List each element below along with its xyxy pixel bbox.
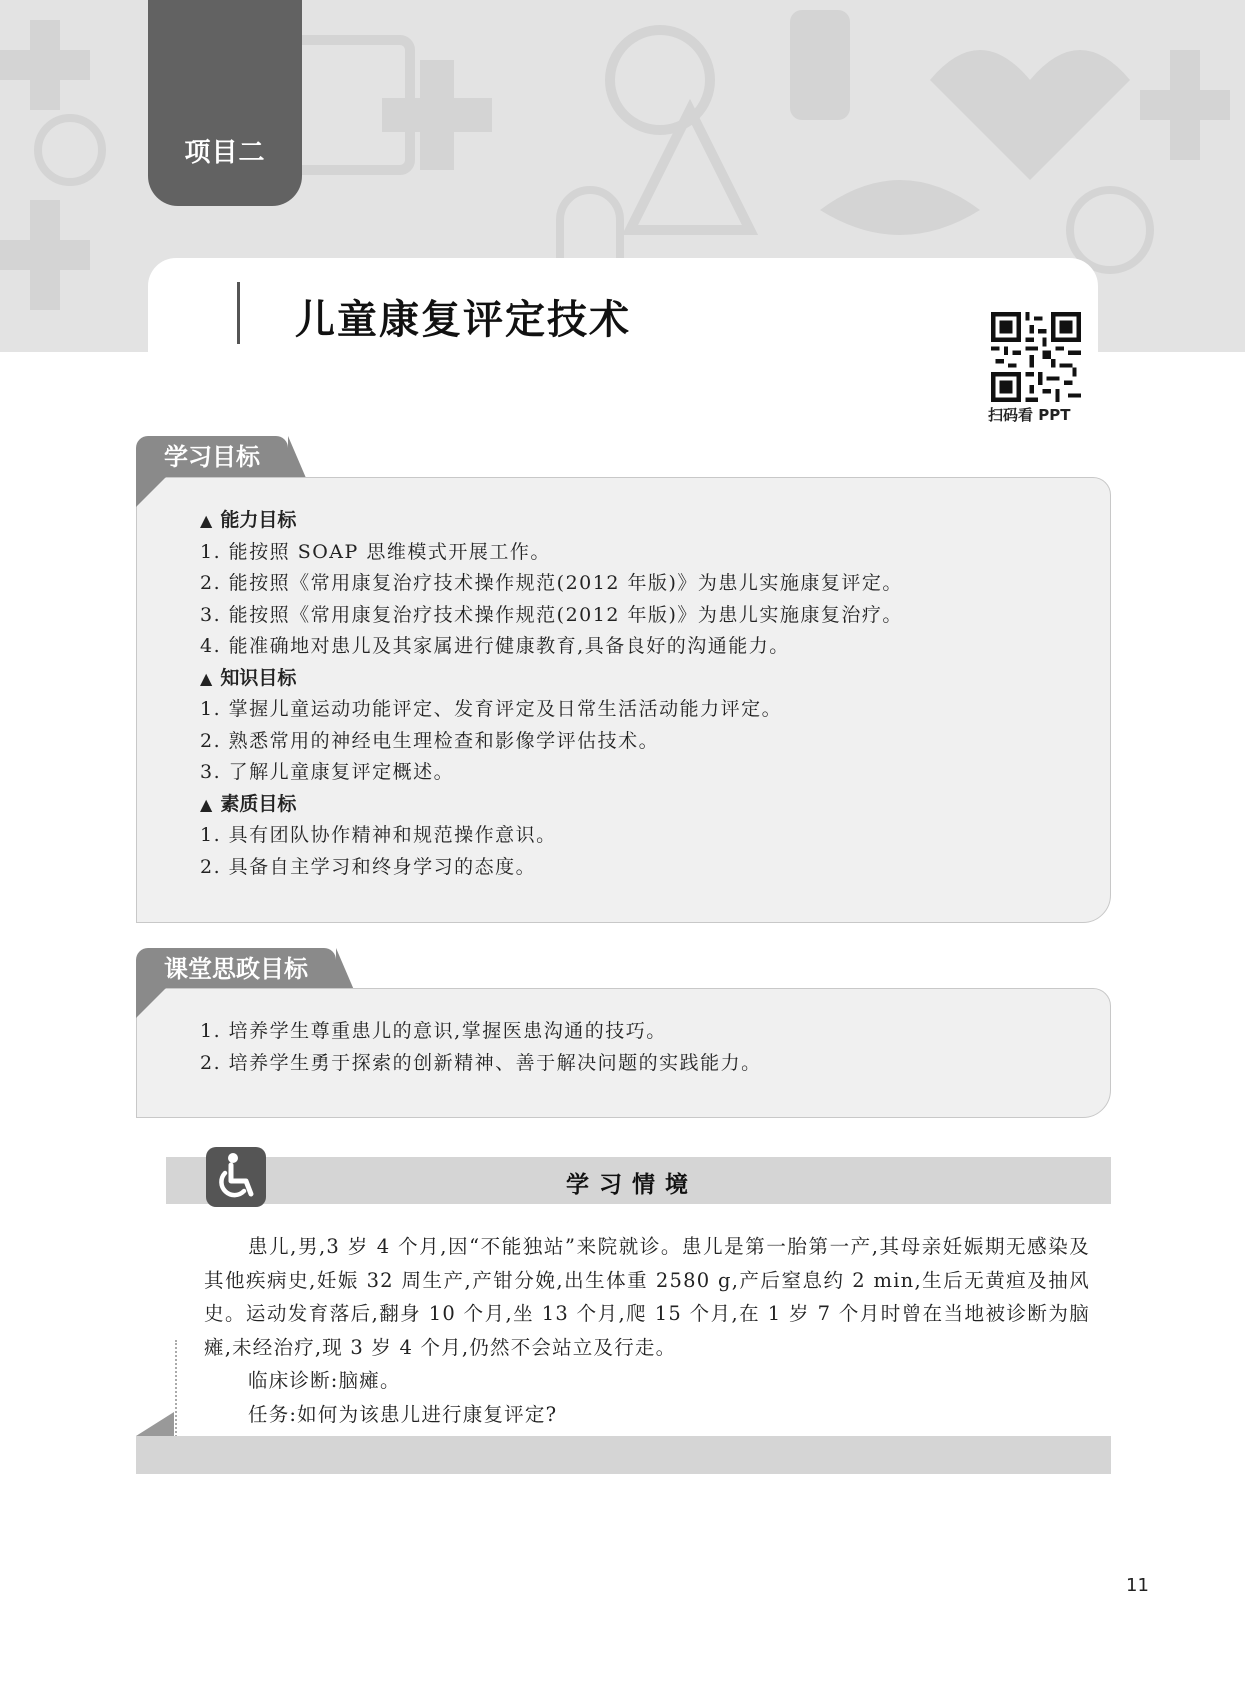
goal-heading: ▲ 能力目标: [200, 509, 297, 531]
scenario-paragraph: 临床诊断:脑瘫。: [248, 1369, 401, 1392]
wheelchair-icon: [206, 1147, 266, 1207]
goal-item: 2. 培养学生勇于探索的创新精神、善于解决问题的实践能力。: [200, 1051, 762, 1074]
project-label: 项目二: [184, 138, 266, 168]
title-divider: [237, 282, 240, 344]
goal-item: 1. 具有团队协作精神和规范操作意识。: [200, 824, 557, 846]
goal-item: 1. 培养学生尊重患儿的意识,掌握医患沟通的技巧。: [200, 1020, 667, 1042]
scenario-footer-bar: [136, 1436, 1111, 1474]
goal-item: 1. 能按照 SOAP 思维模式开展工作。: [200, 540, 551, 563]
scenario-paragraph: 任务:如何为该患儿进行康复评定?: [248, 1402, 558, 1426]
triangle-bullet-icon: ▲: [200, 511, 213, 530]
triangle-bullet-icon: ▲: [200, 794, 213, 814]
goal-item: 2. 能按照《常用康复治疗技术操作规范(2012 年版)》为患儿实施康复评定。: [200, 572, 903, 594]
chapter-title: 儿童康复评定技术: [295, 296, 631, 343]
qr-caption: 扫码看 PPT: [988, 406, 1071, 424]
scenario-title: 学习情境: [566, 1172, 698, 1198]
project-tab: [148, 0, 302, 206]
scenario-text: [204, 1230, 1090, 1431]
page-number: 11: [1126, 1575, 1149, 1596]
dotted-divider: [175, 1340, 177, 1440]
ideology-goals-list: [200, 1016, 762, 1079]
learning-goals-list: [200, 505, 903, 883]
goal-item: 2. 具备自主学习和终身学习的态度。: [200, 855, 537, 878]
qr-code-icon[interactable]: [991, 312, 1081, 402]
triangle-bullet-icon: ▲: [200, 668, 213, 688]
corner-decoration: [136, 1412, 174, 1436]
ideology-goals-tab: 课堂思政目标: [136, 948, 336, 990]
goal-item: 3. 了解儿童康复评定概述。: [200, 761, 455, 783]
goal-item: 4. 能准确地对患儿及其家属进行健康教育,具备良好的沟通能力。: [200, 635, 790, 657]
goal-item: 2. 熟悉常用的神经电生理检查和影像学评估技术。: [200, 729, 660, 752]
goal-heading: ▲ 素质目标: [200, 792, 297, 815]
goal-item: 1. 掌握儿童运动功能评定、发育评定及日常生活活动能力评定。: [200, 698, 783, 720]
scenario-paragraph: 患儿,男,3 岁 4 个月,因“不能独站”来院就诊。患儿是第一胎第一产,其母亲妊娠期无感染及其他疾病史,妊娠 32 周生产,产钳分娩,出生体重 2580 g,产后窒息约 2 min,生后无黄疸及抽风史。运动发育落后,翻身 10 个月,坐 13 个月,爬 15 个月,在 1 岁 7 个月时曾在当地被诊断为脑瘫,未经治疗,现 3 岁 4 个月,仍然不会站立及行走。: [204, 1235, 1090, 1359]
goal-item: 3. 能按照《常用康复治疗技术操作规范(2012 年版)》为患儿实施康复治疗。: [200, 603, 903, 626]
learning-goals-tab: 学习目标: [136, 436, 288, 478]
goal-heading: ▲ 知识目标: [200, 666, 297, 689]
